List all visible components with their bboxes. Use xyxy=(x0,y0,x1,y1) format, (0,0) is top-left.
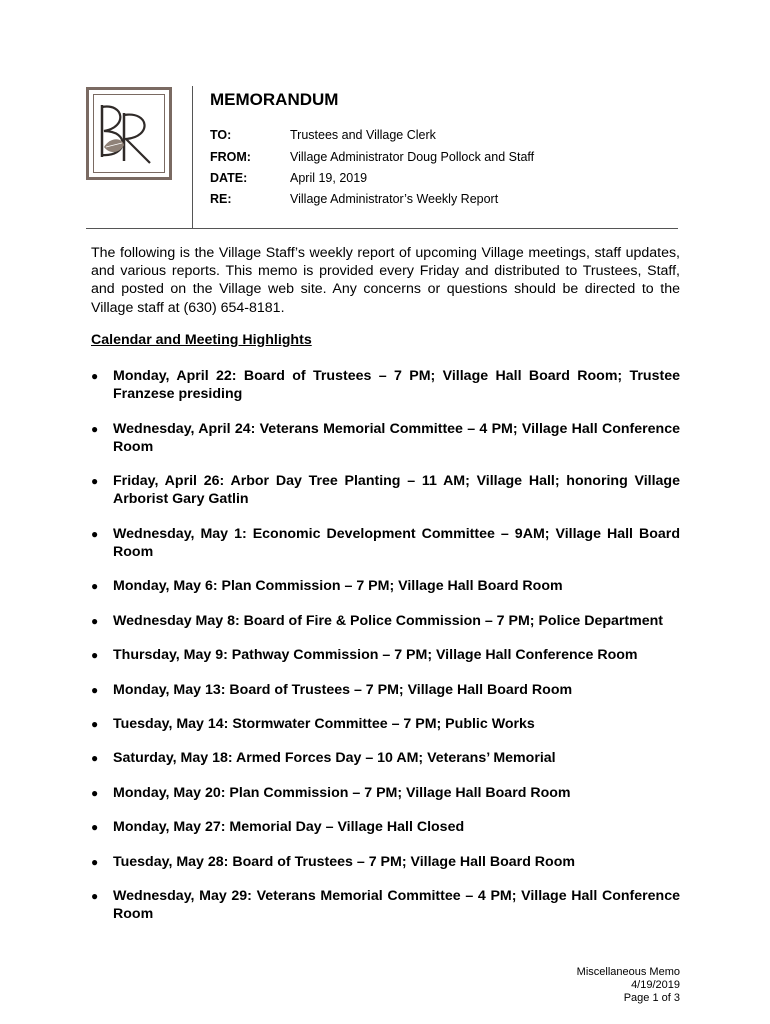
bullet-icon: ● xyxy=(91,369,99,383)
bullet-icon: ● xyxy=(91,648,99,663)
header-value: Village Administrator Doug Pollock and Staff xyxy=(290,150,535,164)
memo-title: MEMORANDUM xyxy=(210,90,339,109)
header-label: RE: xyxy=(210,192,232,206)
footer-line: Page 1 of 3 xyxy=(623,992,680,1004)
bullet-icon: ● xyxy=(91,751,99,766)
event-text: Monday, May 13: Board of Trustees – 7 PM; Village Hall Board Room xyxy=(113,681,573,698)
village-logo xyxy=(86,87,172,180)
list-item xyxy=(91,612,680,630)
list-item xyxy=(91,367,680,403)
bullet-icon: ● xyxy=(91,526,99,541)
bullet-icon: ● xyxy=(91,716,99,731)
list-item xyxy=(91,784,680,802)
event-text: Monday, May 6: Plan Commission – 7 PM; Village Hall Board Room xyxy=(113,578,563,595)
header-value: Trustees and Village Clerk xyxy=(290,128,436,142)
list-item xyxy=(91,420,680,456)
page-footer xyxy=(577,966,680,1005)
header-label: FROM: xyxy=(210,150,251,164)
bullet-icon: ● xyxy=(91,854,99,869)
footer-line: 4/19/2019 xyxy=(631,979,680,991)
list-item xyxy=(91,749,680,767)
section-heading: Calendar and Meeting Highlights xyxy=(91,332,312,348)
bullet-icon: ● xyxy=(91,820,99,835)
list-item xyxy=(91,715,680,733)
header-vertical-divider xyxy=(192,86,193,228)
event-text: Thursday, May 9: Pathway Commission – 7 PM; Village Hall Conference Room xyxy=(113,647,638,664)
header-value: April 19, 2019 xyxy=(290,171,368,185)
bullet-icon: ● xyxy=(91,421,99,436)
header-horizontal-divider xyxy=(86,228,678,229)
logo-inner-frame xyxy=(93,94,165,173)
list-item xyxy=(91,472,680,508)
header-label: TO: xyxy=(210,128,232,142)
list-item xyxy=(91,853,680,871)
footer-line: Miscellaneous Memo xyxy=(576,966,680,978)
list-item xyxy=(91,525,680,561)
event-text: Wednesday, May 29: Veterans Memorial Committee – 4 PM; Village Hall Conference Room xyxy=(113,887,680,923)
list-item xyxy=(91,646,680,664)
event-text: Monday, April 22: Board of Trustees – 7 PM; Village Hall Board Room; Trustee Franzese presiding xyxy=(113,368,680,403)
event-text: Friday, April 26: Arbor Day Tree Planting – 11 AM; Village Hall; honoring Village Arborist Gary Gatlin xyxy=(113,473,680,508)
event-text: Monday, May 20: Plan Commission – 7 PM; Village Hall Board Room xyxy=(113,784,571,801)
list-item xyxy=(91,818,680,836)
list-item xyxy=(91,681,680,699)
event-text: Wednesday May 8: Board of Fire & Police Commission – 7 PM; Police Department xyxy=(113,612,664,629)
list-item xyxy=(91,577,680,595)
bullet-icon: ● xyxy=(91,785,99,800)
bullet-icon: ● xyxy=(91,888,99,903)
event-text: Wednesday, April 24: Veterans Memorial Committee – 4 PM; Village Hall Conference Room xyxy=(113,420,680,455)
bullet-icon: ● xyxy=(91,579,99,594)
header-label: DATE: xyxy=(210,171,248,185)
event-text: Saturday, May 18: Armed Forces Day – 10 AM; Veterans’ Memorial xyxy=(113,750,556,767)
header-value: Village Administrator’s Weekly Report xyxy=(290,192,499,206)
list-item xyxy=(91,887,680,923)
event-text: Tuesday, May 14: Stormwater Committee – 7 PM; Public Works xyxy=(113,715,535,732)
bullet-icon: ● xyxy=(91,682,99,697)
event-text: Wednesday, May 1: Economic Development Committee – 9AM; Village Hall Board Room xyxy=(113,525,680,560)
event-text: Tuesday, May 28: Board of Trustees – 7 PM; Village Hall Board Room xyxy=(113,853,576,870)
events-list xyxy=(91,367,680,939)
event-text: Monday, May 27: Memorial Day – Village Hall Closed xyxy=(113,819,465,836)
intro-paragraph: The following is the Village Staff’s weekly report of upcoming Village meetings, staff updates, and various reports. This memo is provided every Friday and distributed to Trustees, Staff, and posted on the Village web site. Any concerns or questions should be directed to the Village staff at (630) 654-8181. xyxy=(91,245,680,316)
bullet-icon: ● xyxy=(91,474,99,489)
br-monogram-icon xyxy=(94,95,162,170)
bullet-icon: ● xyxy=(91,613,99,628)
